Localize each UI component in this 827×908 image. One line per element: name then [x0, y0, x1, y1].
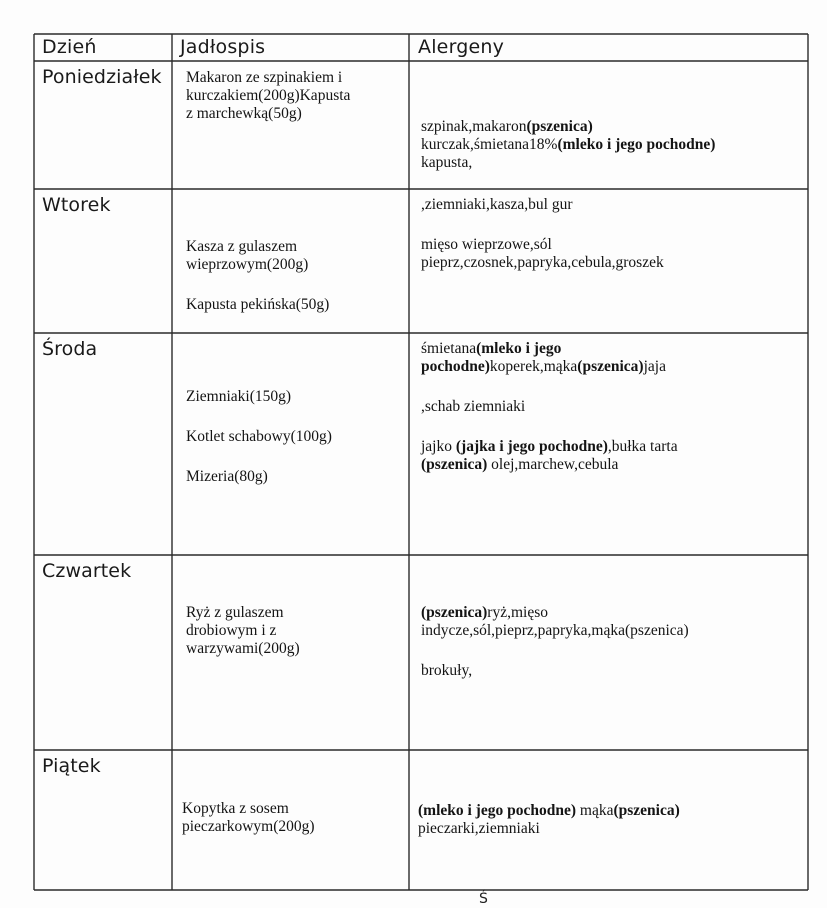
- allergens-tuesday: [421, 196, 805, 272]
- allergen-text: olej,marchew,cebula: [487, 456, 619, 473]
- allergen-line: indycze,sól,pieprz,papryka,mąka(pszenica): [421, 622, 689, 639]
- menu-line: Kopytka z sosem: [182, 800, 289, 817]
- menu-friday: [182, 800, 404, 836]
- menu-wednesday: [186, 388, 404, 486]
- allergen-bold: (mleko i jego: [476, 340, 562, 357]
- allergen-text: szpinak,makaron: [421, 118, 527, 135]
- allergen-text: ,bułka tarta: [607, 438, 678, 455]
- menu-line: Makaron ze szpinakiem i: [186, 69, 343, 86]
- menu-line: pieczarkowym(200g): [182, 818, 315, 835]
- header-menu: Jadłospis: [180, 36, 266, 58]
- allergen-text: jajko: [421, 438, 456, 455]
- menu-monday: [186, 69, 404, 123]
- allergen-bold: (pszenica): [421, 456, 488, 473]
- menu-line: Ziemniaki(150g): [186, 388, 292, 405]
- allergen-line: [421, 118, 805, 136]
- menu-line: kurczakiem(200g)Kapusta: [186, 87, 351, 104]
- menu-line: Mizeria(80g): [186, 468, 268, 485]
- day-monday: Poniedziałek: [42, 66, 162, 88]
- menu-line: Kapusta pekińska(50g): [186, 296, 330, 313]
- allergen-text: koperek,mąka: [489, 358, 578, 375]
- allergen-bold: (mleko i jego pochodne): [557, 136, 716, 153]
- allergen-line: brokuły,: [421, 662, 473, 679]
- allergen-bold: (pszenica): [613, 802, 680, 819]
- allergens-friday: [418, 802, 806, 838]
- allergens-monday: [421, 118, 805, 172]
- header-allergens: Alergeny: [418, 36, 505, 58]
- day-thursday: Czwartek: [42, 560, 132, 582]
- allergen-line: [421, 604, 805, 622]
- allergen-text: kurczak,śmietana18%: [421, 136, 558, 153]
- menu-tuesday: [186, 238, 404, 314]
- menu-line: wieprzowym(200g): [186, 256, 309, 273]
- menu-line: Ryż z gulaszem: [186, 604, 284, 621]
- allergen-bold: (pszenica): [526, 118, 593, 135]
- allergen-text: śmietana: [421, 340, 477, 357]
- allergens-wednesday: [421, 340, 805, 474]
- menu-line: warzywami(200g): [186, 640, 300, 657]
- header-day: Dzień: [42, 36, 97, 58]
- allergen-line: [421, 136, 805, 154]
- menu-line: z marchewką(50g): [186, 105, 302, 122]
- allergen-bold: (pszenica): [577, 358, 644, 375]
- menu-line: Kotlet schabowy(100g): [186, 428, 332, 445]
- allergen-bold: (jajka i jego pochodne): [455, 438, 608, 455]
- allergen-line: kapusta,: [421, 154, 473, 171]
- menu-line: Kasza z gulaszem: [186, 238, 298, 255]
- day-tuesday: Wtorek: [42, 194, 111, 216]
- allergen-line: pieprz,czosnek,papryka,cebula,groszek: [421, 254, 664, 271]
- allergen-line: [421, 340, 805, 358]
- day-wednesday: Środa: [42, 338, 98, 360]
- allergen-bold: pochodne): [421, 358, 490, 375]
- allergen-line: ,schab ziemniaki: [421, 398, 526, 415]
- allergen-bold: (mleko i jego pochodne): [418, 802, 577, 819]
- allergen-line: [421, 438, 805, 456]
- allergen-text: ryż,mięso: [487, 604, 548, 621]
- allergen-line: [421, 358, 805, 376]
- allergen-text: mąka: [576, 802, 614, 819]
- allergen-line: [421, 456, 805, 474]
- allergen-text: jaja: [643, 358, 666, 375]
- day-friday: Piątek: [42, 755, 101, 777]
- menu-thursday: [186, 604, 404, 658]
- allergens-thursday: [421, 604, 805, 680]
- allergen-line: pieczarki,ziemniaki: [418, 820, 540, 837]
- allergen-line: ,ziemniaki,kasza,bul gur: [421, 196, 573, 213]
- footer-mark: Ś: [479, 891, 488, 907]
- menu-line: drobiowym i z: [186, 622, 277, 639]
- allergen-bold: (pszenica): [421, 604, 488, 621]
- allergen-line: mięso wieprzowe,sól: [421, 236, 552, 253]
- allergen-line: [418, 802, 806, 820]
